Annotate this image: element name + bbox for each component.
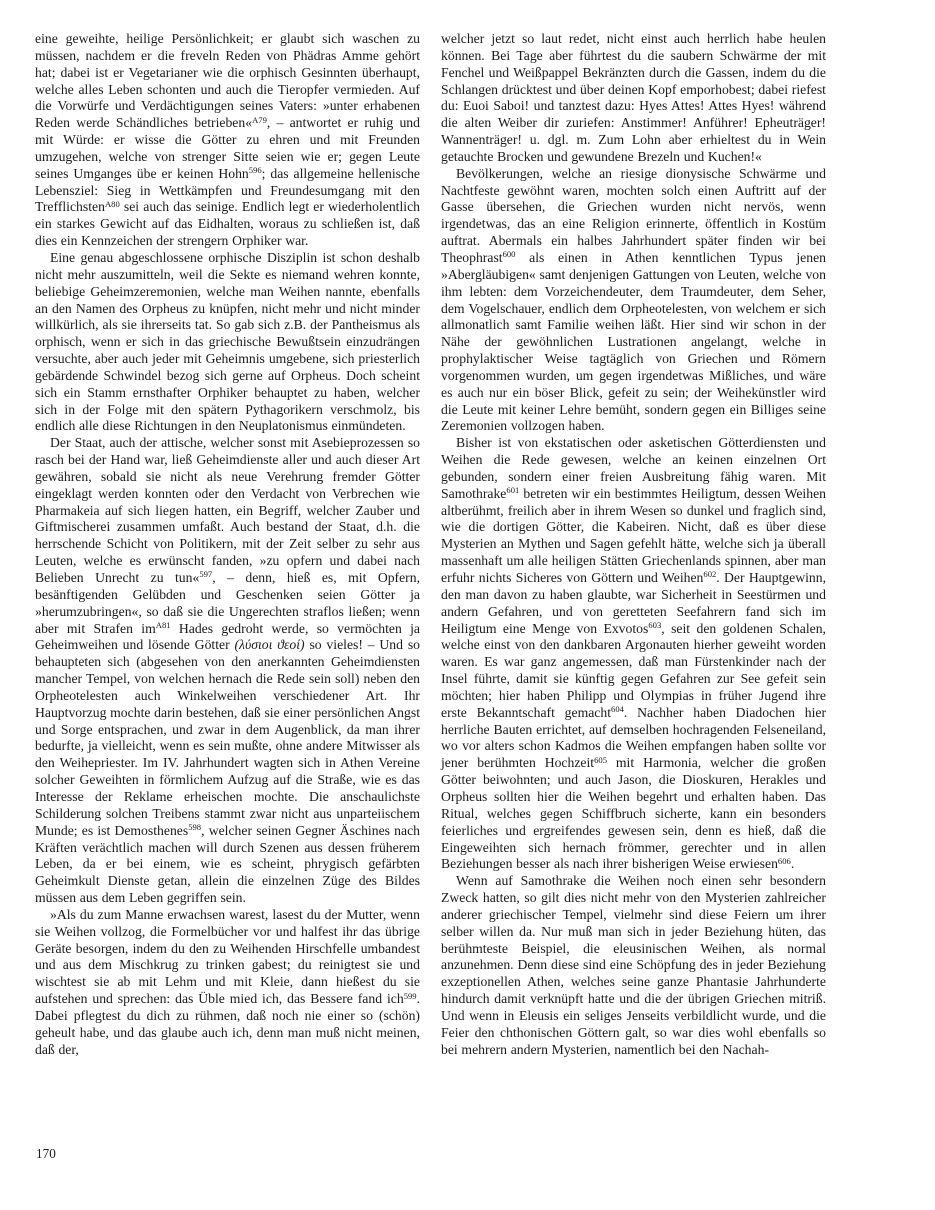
page-number: 170 [36, 1146, 56, 1161]
footnote-ref: 596 [248, 165, 262, 176]
footnote-ref: 601 [506, 485, 520, 496]
footnote-ref: 606 [777, 855, 791, 866]
paragraph: »Als du zum Manne erwachsen warest, lasest du der Mutter, wenn sie Weihen vollzog, die Formelbücher vor und halfest ihr das übrige Geräte besorgen, indem du den zu Weihenden Hirschfelle umbandest und aus dem Mischkrug zu trinken gabest; du reinigtest sie und wischtest sie ab mit Lehm und mit Kleie, dann hießest du sie aufstehen und sprechen: das Üble mied ich, das Bessere fand ich$^{599}$. Dabei pflegtest du dich zu rühmen, daß noch nie einer so (schön) geheult habe, und das glaube auch ich, denn man muß nicht meinen, daß der, [35, 906, 420, 1057]
footnote-ref: 602 [703, 569, 717, 580]
footnote-ref: A79 [252, 114, 267, 125]
footnote-ref: 597 [199, 569, 213, 580]
paragraph: Wenn auf Samothrake die Weihen noch einen sehr besondern Zweck hatten, so gilt dies nicht mehr von den Mysterien zahlreicher anderer griechischer Tempel, vielmehr sind diese Feiern um ihrer selber willen da. Nur muß man sich in jeder Beziehung hüten, das berühmteste Beispiel, die eleusinischen Weihen, als normal anzunehmen. Denn diese sind eine Schöpfung des in jeder Beziehung exzeptionellen Athen, welches seine ganze Phantasie Jahrhunderte hindurch damit verknüpft hatte und die der übrigen Griechen mitriß. Und wenn in Eleusis ein seliges Jenseits verbildlicht wurde, und die Feier den chthonischen Göttern galt, so war dies wohl ebenfalls so bei mehrern andern Mysterien, namentlich bei den Nachah- [441, 873, 826, 1057]
paragraph: welcher jetzt so laut redet, nicht einst auch herrlich habe heulen können. Bei Tage aber führtest du die saubern Schwärme der mit Fenchel und Weißpappel Bekränzten durch die Gassen, indem du die Schlangen drücktest und über deinen Kopf emporhobest; dabei riefest du: Euoi Saboi! und tanztest dazu: Hyes Attes! Attes Hyes! während die alten Weiber dir zuriefen: Anstimmer! Anführer! Epheuträger! Wannenträger! u. dgl. m. Zum Lohn aber erhieltest du in Wein getauchte Brocken und gewundene Brezeln und Kuchen!« [441, 31, 826, 164]
footnote-ref: 598 [188, 822, 202, 833]
footnote-ref: A80 [104, 198, 120, 209]
footnote-ref: 605 [594, 754, 607, 765]
footnote-ref: A81 [155, 619, 171, 630]
footnote-ref: 603 [648, 619, 662, 630]
footnote-ref: 604 [611, 704, 624, 715]
paragraph: Eine genau abgeschlossene orphische Disziplin ist schon deshalb nicht mehr auszumitteln, weil die Sekte es niemand wehren konnte, beliebige Geheimzeremonien, welche man Weihen nannte, ebenfalls an den Namen des Orpheus zu knüpfen, nicht mehr und nicht minder willkürlich, als sie ihrerseits tat. So gab sich z.B. der Pantheismus als orphisch, wenn er sich in das griechische Bewußtsein einzudrängen versuchte, aber auch jeder mit Geheimnis umgebene, sich priesterlich gebärdende Schwindel bezog sich gerne auf Orpheus. Doch scheint sich ein Stamm ernsthafter Orphiker behauptet zu haben, welcher sich in der Folge mit den spätern Pythagorikern verschmolz, bis endlich alle diese Richtungen in den Neuplatonismus einmündeten. [35, 249, 420, 434]
footnote-ref: 600 [502, 249, 516, 260]
paragraph: eine geweihte, heilige Persönlichkeit; er glaubt sich waschen zu müssen, nachdem er die freveln Reden von Phädras Amme gehört hat; dabei ist er Vegetarianer wie die orphisch Gesinnten überhaupt, welche alles Leben schonten und auch die Tieropfer vermieden. Auf die Vorwürfe und Verdächtigungen seines Vaters: »unter erhabenen Reden werde Schändliches betrieben«$^{A79}$, – antwortet er ruhig und mit Würde: er wisse die Götter zu ehren und mit Freunden umzugehen, welche von strenger Sitte seien wie er; gegen Leute seines Umganges übe er keinen Hohn$^{596}$; das allgemeine hellenische Lebensziel: Sieg in Wettkämpfen und Freundesumgang mit den Trefflichsten$^{A80}$ sei auch das seinige. Endlich legt er wiederholentlich ein starkes Gewicht auf das Eidhalten, woraus zu schließen ist, daß dies ein Kennzeichen der strengern Orphiker war. [35, 31, 421, 249]
column-right [441, 31, 826, 1058]
column-left [35, 31, 420, 1058]
paragraph: Bevölkerungen, welche an riesige dionysische Schwärme und Nachtfeste gewöhnt waren, mochten solch einen Auftritt auf der Gasse übersehen, die Griechen wurden nicht nervös, wenn irgendetwas, das an eine Religion erinnerte, öffentlich in Kostüm auftrat. Abermals ein halbes Jahrhundert später finden wir bei Theophrast$^{600}$ als einen in Athen kenntlichen Typus jenen »Abergläubigen« samt denjenigen Gattungen von Leuten, welche von ihm lebten: dem Vorzeichendeuter, dem Traumdeuter, dem Seher, dem Vogelschauer, endlich dem Orpheotelesten, von welchem er sich allmonatlich samt Familie weihen läßt. Hier sind wir schon in der Nähe der gewöhnlichen Lustrationen angelangt, welche in prophylaktischer Weise tagtäglich von Griechen und Römern vorgenommen wurden, um gegen irgendetwas Mißliches, und wäre es auch nur ein böser Blick, gefeit zu sein; der Weihekünstler wird die Leute mit keiner Lehre bemüht, sondern gegen ein Billiges seine Zeremonien vollzogen haben. [441, 165, 826, 434]
greek-phrase: (λύσιοι ϑεοί) [234, 637, 305, 653]
footnote-ref: 599 [403, 990, 417, 1001]
paragraph: Der Staat, auch der attische, welcher sonst mit Asebieprozessen so rasch bei der Hand war, ließ Geheimdienste aller und auch dieser Art gewähren, sobald sie nicht als neue Verehrung fremder Götter eingeklagt werden konnten oder den Verdacht von Verbrechen wie Pharmakeia auf sich liegen hatten, ein Begriff, welcher Zauber und Giftmischerei zusammen umfaßt. Auch bestand der Staat, d.h. die herrschende Schicht von Politikern, mit der Zeit selber zu sehr aus Leuten, welche es erwünscht fanden, »zu opfern und dabei nach Belieben Unrecht zu tun«$^{597}$, – denn, hieß es, mit Opfern, besänftigenden Gelübden und Geschenken seien Götter ja »herumzubringen«, so daß sie die Ungerechten straflos ließen; wenn aber mit Strafen im$^{A81}$ Hades gedroht werde, so vermöchten ja Geheimweihen und lösende Götter (λύσιοι ϑεοί) so vieles! – Und so behaupteten sich (abgesehen von den anerkannten Geheimdiensten mancher Tempel, von welchen hernach die Rede sein soll) neben den Orpheotelesten auch Winkelweihen verschiedener Art. Ihr Hauptvorzug mochte darin bestehen, daß sie einer persönlichen Angst und Sorge entsprachen, und zwar in dem Augenblick, da man ihrer bedurfte, ja vielleicht, wenn es sein mußte, ohne andere Mitwisser als den Weihepriester. Im IV. Jahrhundert wagten sich in Athen Vereine solcher Geweihten in förmlichem Aufzug auf die Straße, wie es das Interesse der Reklame erheischen mochte. Die anschaulichste Schilderung solchen Treibens stammt zwar nicht aus unparteiischem Munde; es ist Demosthenes$^{598}$, welcher seinen Gegner Äschines nach Kräften verächtlich machen will durch Szenen aus dessen früherem Leben, da er bei einem, wie es scheint, phrygisch gefärbten Geheimkult Dienste getan, allein die einzelnen Züge des Bildes müssen aus dem Leben gegriffen sein. [35, 435, 421, 906]
paragraph: Bisher ist von ekstatischen oder asketischen Götterdiensten und Weihen die Rede gewesen, welche an keinen einzelnen Ort gebunden, sondern einer freien Ausbreitung fähig waren. Mit Samothrake$^{601}$ betreten wir ein bestimmtes Heiligtum, dessen Weihen altberühmt, freilich aber in ihrem Wesen so dunkel und fraglich sind, wie die dortigen Götter, die Kabeiren. Nicht, daß es über diese Mysterien an Mythen und Sagen gefehlt hätte, welche sich ja überall massenhaft um alle heiligen Stätten Griechenlands spinnen, aber man erfuhr nichts Sicheres von Göttern und Weihen$^{602}$. Der Hauptgewinn, den man davon zu haben glaubte, war Sicherheit in Seestürmen und andern Gefahren, und von geretteten Seefahrern fand sich im Heiligtum eine Menge von Exvotos$^{603}$, seit den goldenen Schalen, welche einst von den dankbaren Argonauten hierher geweiht worden waren. Es war ganz angemessen, daß man Fürstenkinder nach der Insel führte, damit sie künftig gegen Gefahren zur See gefeit sein möchten; hier haben Philipp und Olympias in früher Jugend ihre erste Bekanntschaft gemacht$^{604}$. Nachher haben Diadochen hier herrliche Bauten errichtet, auf demselben hochragenden Felseneiland, wo vor alters schon Kadmos die Weihen empfangen haben sollte vor jener berühmten Hochzeit$^{605}$ mit Harmonia, welcher die großen Götter beiwohnten; und auch Jason, die Dioskuren, Herakles und Orpheus sollten hier die Weihen begehrt und erhalten haben. Das Ritual, welches gegen Schiffbruch sicherte, kann ein besonders feierliches und ergreifendes gewesen sein, denn es hieß, daß die Eingeweihten sich hernach frömmer, gerechter und in allen Beziehungen besser als nach ihrer bisherigen Weise erwiesen$^{606}$. [441, 435, 827, 872]
text-columns [35, 31, 826, 1058]
